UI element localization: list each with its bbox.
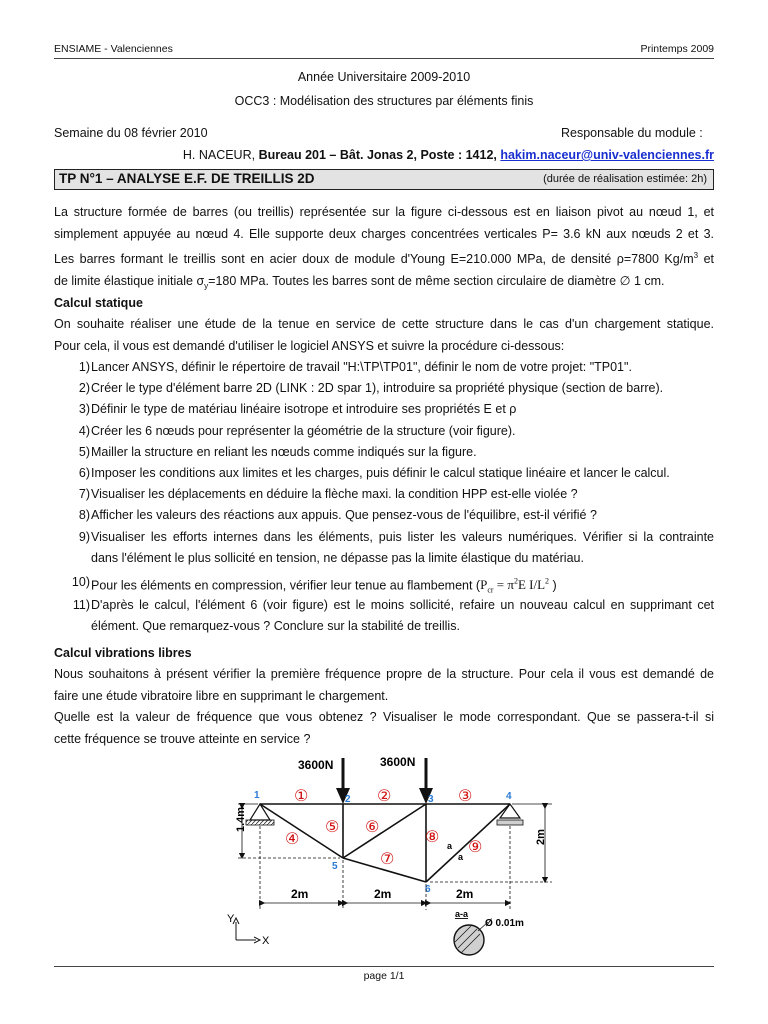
svg-text:⑤: ⑤ — [325, 817, 340, 836]
svg-text:1: 1 — [254, 790, 260, 801]
desc-line-2: simplement appuyée au nœud 4. Elle supporte deux charges concentrées verticales P= 3.6 kN aux nœuds 2 et 3. — [54, 226, 714, 241]
list-item: 1) Lancer ANSYS, définir le répertoire de travail "H:\TP\TP01", définir le nom de votre projet: "TP01". — [78, 360, 632, 374]
svg-text:③: ③ — [458, 786, 473, 805]
dim-h-left: 1.4m — [235, 806, 247, 832]
header-left: ENSIAME - Valenciennes — [54, 43, 173, 55]
list-item: 8) Afficher les valeurs des réactions aux appuis. Que pensez-vous de l'équilibre, est-il vérifié ? — [78, 508, 597, 523]
desc-line-1: La structure formée de barres (ou treillis) représentée sur la figure ci-dessous est en liaison pivot au nœud 1, et — [54, 205, 714, 219]
svg-text:②: ② — [377, 786, 392, 805]
list-item: 10) Pour les éléments en compression, vérifier leur tenue au flambement ($P_{cr} = \pi^2E$ $I/L^2$ ) — [71, 574, 557, 595]
desc-line-3: Les barres formant le treillis sont en acier doux de module d'Young E=210.000 MPa, de densité ρ=7800 $Kg/m^3$ et — [54, 251, 714, 267]
svg-text:2: 2 — [345, 794, 351, 805]
list-item: 6) Imposer les conditions aux limites et les charges, puis définir le calcul statique linéaire et lancer le calcul. — [78, 465, 670, 480]
svg-text:3: 3 — [428, 794, 434, 805]
element-labels — [285, 786, 482, 868]
list-item: 11) D'après le calcul, l'élément 6 (voir figure) est le moins sollicité, refaire un nouveau calcul en supprimant cet — [72, 597, 714, 612]
tp-title: TP N°1 – ANALYSE E.F. DE TREILLIS 2D — [59, 171, 315, 186]
academic-year: Année Universitaire 2009-2010 — [297, 70, 471, 84]
vib-line-3: Quelle est la valeur de fréquence que vous obtenez ? Visualiser le mode correspondant. Que se passera-t-il si — [54, 710, 714, 724]
contact-office: Bureau 201 – Bât. Jonas 2, Poste : 1412, — [258, 148, 501, 162]
load-label-2: 3600N — [380, 755, 416, 769]
axis-y-label: Y — [227, 913, 235, 925]
footer-rule — [54, 966, 714, 967]
list-item: 5) Mailler la structure en reliant les nœuds comme indiqués sur la figure. — [78, 444, 477, 459]
svg-text:4: 4 — [506, 791, 512, 802]
static-heading: Calcul statique — [54, 296, 143, 310]
week-date: Semaine du 08 février 2010 — [54, 126, 208, 140]
svg-text:5: 5 — [332, 861, 338, 872]
support-roller-node-4 — [497, 804, 523, 825]
vibration-heading: Calcul vibrations libres — [54, 646, 192, 660]
vib-line-2: faire une étude vibratoire libre en supprimant le chargement. — [54, 688, 389, 703]
contact-name: H. NACEUR, — [182, 148, 259, 162]
axis-x-label: X — [262, 935, 270, 947]
page-number: page 1/1 — [363, 970, 405, 982]
list-item: 3) Définir le type de matériau linéaire isotrope et introduire ses propriétés E et ρ — [78, 402, 517, 417]
list-item: 7) Visualiser les déplacements en déduire la flèche maxi. la condition HPP est-elle violée ? — [78, 487, 578, 502]
svg-text:⑦: ⑦ — [380, 849, 395, 868]
dim-span-2: 2m — [374, 887, 392, 901]
dim-span-1: 2m — [291, 887, 309, 901]
svg-text:①: ① — [294, 786, 309, 805]
list-item: 9) Visualiser les efforts internes dans les éléments, puis lister les valeurs numériques. Vérifier si la contrainte — [78, 529, 714, 544]
list-item: 2) Créer le type d'élément barre 2D (LINK : 2D spar 1), introduire sa propriété physique (section de barre). — [78, 381, 664, 396]
header-right: Printemps 2009 — [640, 43, 714, 55]
static-intro-line-2: Pour cela, il vous est demandé d'utiliser le logiciel ANSYS et suivre la procédure ci-dessous: — [54, 338, 565, 353]
vib-line-4: cette fréquence se trouve atteinte en service ? — [54, 731, 311, 746]
static-intro-line-1: On souhaite réaliser une étude de la tenue en service de cette structure dans le cas d'un chargement statique. — [54, 317, 714, 331]
load-label-1: 3600N — [298, 758, 334, 772]
axis-triad — [233, 918, 260, 943]
svg-text:6: 6 — [425, 884, 431, 895]
diameter-label: Ø 0.01m — [485, 918, 524, 929]
section-mark-a1: a — [447, 841, 453, 851]
list-item-continuation: élément. Que remarquez-vous ? Conclure sur la stabilité de treillis. — [91, 619, 460, 634]
list-item-continuation: dans l'élément le plus sollicité en tension, ne dépasse pas la limite élastique du matériau. — [91, 550, 584, 565]
contact-email-link[interactable]: hakim.naceur@univ-valenciennes.fr — [500, 148, 714, 162]
svg-text:⑨: ⑨ — [468, 837, 483, 856]
svg-text:④: ④ — [285, 829, 300, 848]
support-pin-node-1 — [246, 804, 274, 825]
dim-span-3: 2m — [456, 887, 474, 901]
svg-text:⑧: ⑧ — [425, 827, 440, 846]
section-label: a-a — [455, 909, 469, 919]
desc-line-4: de limite élastique initiale $\sigma_y=180$ MPa. Toutes les barres sont de même section circulaire de diamètre ∅ 1 cm. — [54, 273, 665, 291]
tp-duration: (durée de réalisation estimée: 2h) — [543, 173, 707, 185]
vib-line-1: Nous souhaitons à présent vérifier la première fréquence propre de la structure. Pour cela il vous est demandé de — [54, 667, 714, 681]
list-item: 4) Créer les 6 nœuds pour représenter la géométrie de la structure (voir figure). — [78, 423, 516, 438]
dim-h-right: 2m — [535, 829, 547, 845]
svg-text:⑥: ⑥ — [365, 817, 380, 836]
section-mark-a2: a — [458, 852, 464, 862]
responsible-label: Responsable du module : — [561, 126, 703, 140]
course-title: OCC3 : Modélisation des structures par éléments finis — [234, 94, 534, 108]
